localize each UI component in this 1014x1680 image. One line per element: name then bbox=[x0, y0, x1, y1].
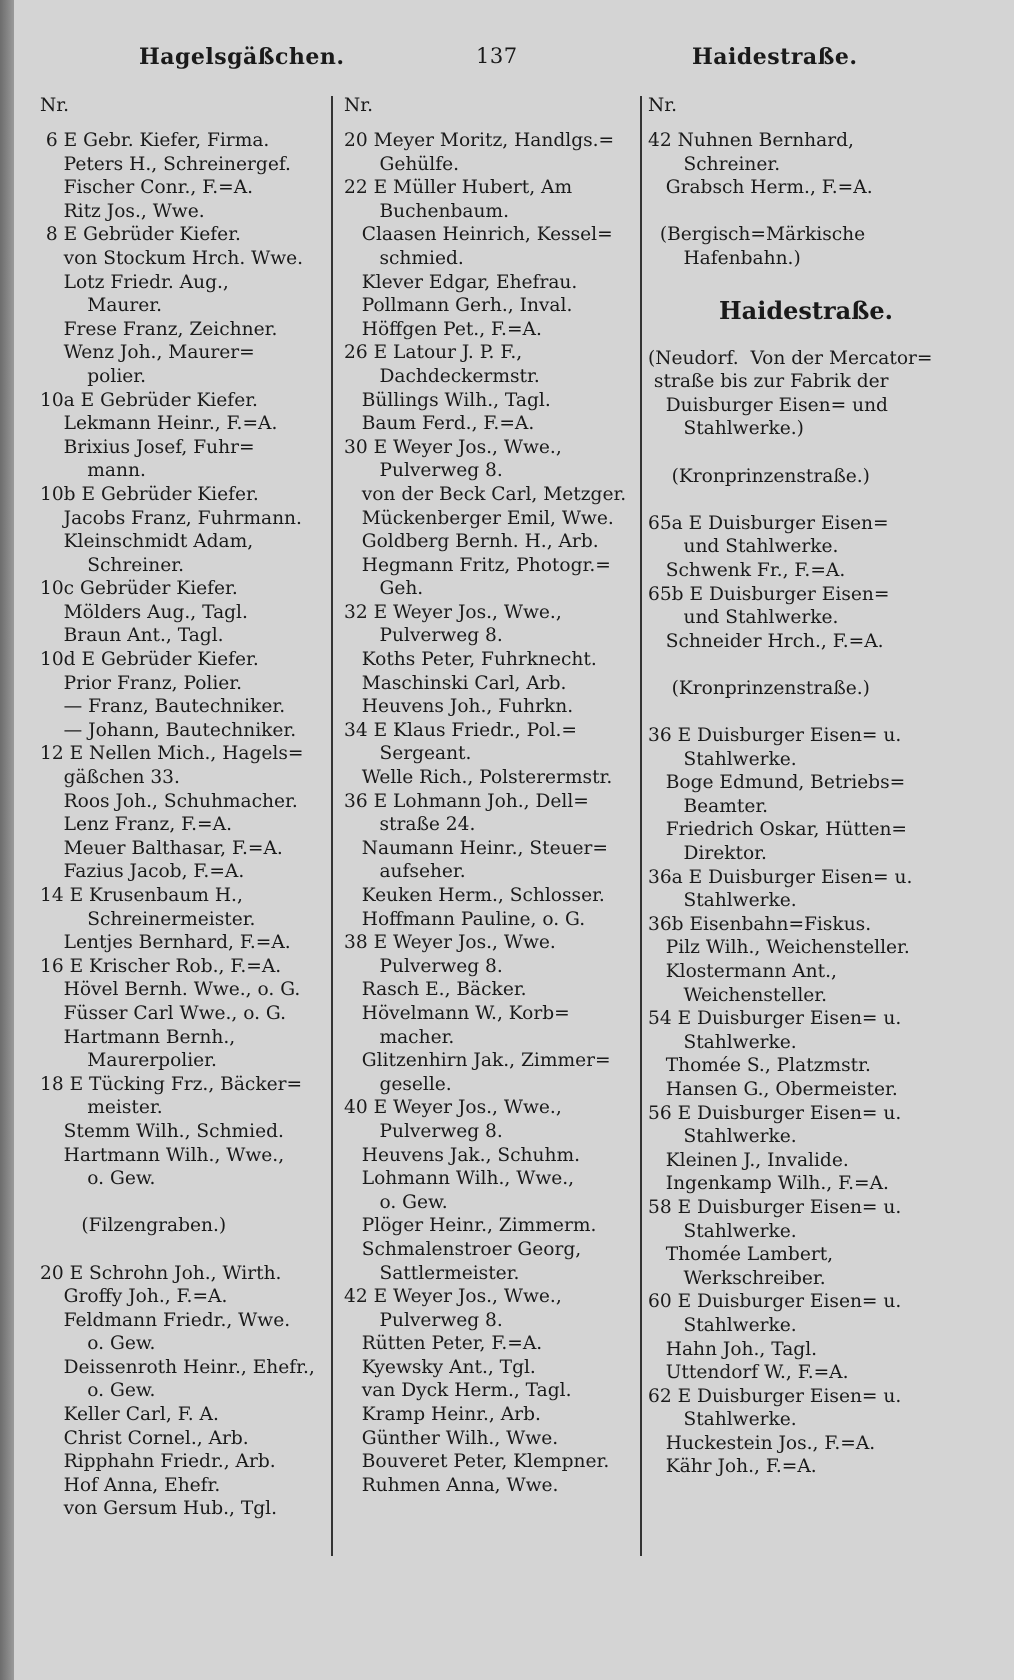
directory-entry-line: Rasch E., Bäcker. bbox=[344, 979, 527, 1001]
directory-entry-line bbox=[40, 1238, 342, 1262]
directory-entry-line: (Kronprinzenstraße.) bbox=[648, 465, 870, 487]
directory-entry-line: o. Gew. bbox=[40, 1168, 156, 1190]
directory-entry-line bbox=[648, 653, 964, 677]
directory-entry-line: 10b E Gebrüder Kiefer. bbox=[40, 483, 259, 505]
column-heading: Nr. bbox=[648, 95, 678, 116]
directory-entry-line: Hahn Joh., Tagl. bbox=[648, 1338, 818, 1360]
directory-entry-line: Stahlwerke. bbox=[648, 1126, 797, 1148]
directory-entry-line: Ritz Jos., Wwe. bbox=[40, 200, 205, 222]
directory-entry-line: Kleinschmidt Adam, bbox=[40, 531, 254, 553]
directory-entry-line: 32 E Weyer Jos., Wwe., bbox=[344, 601, 562, 623]
directory-entry-line: Ingenkamp Wilh., F.=A. bbox=[648, 1173, 889, 1195]
directory-entry-line: Hegmann Fritz, Photogr.= bbox=[344, 554, 611, 576]
directory-entry-line: von der Beck Carl, Metzger. bbox=[344, 483, 627, 505]
directory-entry-line: Keuken Herm., Schlosser. bbox=[344, 885, 605, 906]
directory-entry-line: Pulverweg 8. bbox=[344, 460, 503, 482]
directory-entry-line: Beamter. bbox=[648, 795, 769, 817]
directory-entry-line: Pulverweg 8. bbox=[344, 1120, 503, 1142]
directory-entry-line: Pollmann Gerh., Inval. bbox=[344, 295, 573, 317]
directory-entry-line: 36 E Duisburger Eisen= u. bbox=[648, 725, 902, 747]
directory-entry-line: Schreiner. bbox=[648, 153, 781, 175]
directory-entry-line: Koths Peter, Fuhrknecht. bbox=[344, 649, 597, 671]
directory-entry-line: Lohmann Wilh., Wwe., bbox=[344, 1168, 575, 1190]
page-number: 137 bbox=[476, 44, 518, 68]
directory-page bbox=[14, 0, 1014, 1680]
directory-entry-line: 12 E Nellen Mich., Hagels= bbox=[40, 743, 304, 765]
directory-entry-line: 54 E Duisburger Eisen= u. bbox=[648, 1008, 902, 1030]
directory-entry-line: — Franz, Bautechniker. bbox=[40, 696, 286, 718]
directory-entry-line: Deissenroth Heinr., Ehefr., bbox=[40, 1356, 315, 1378]
directory-entry-line: Ripphahn Friedr., Arb. bbox=[40, 1451, 276, 1473]
directory-entry-line: Lentjes Bernhard, F.=A. bbox=[40, 932, 291, 954]
directory-entry-line: aufseher. bbox=[344, 861, 466, 883]
address-column-3 bbox=[648, 94, 964, 1479]
directory-entry-line: 26 E Latour J. P. F., bbox=[344, 342, 523, 364]
directory-entry-line: 65b E Duisburger Eisen= bbox=[648, 583, 890, 605]
directory-entry-line bbox=[648, 700, 964, 724]
directory-entry-line: 10c Gebrüder Kiefer. bbox=[40, 578, 238, 600]
directory-entry-line: gäßchen 33. bbox=[40, 767, 180, 789]
running-header-right: Haidestraße. bbox=[692, 44, 858, 70]
directory-entry-line bbox=[648, 488, 964, 512]
directory-entry-line: meister. bbox=[40, 1097, 163, 1119]
directory-entry-line: 34 E Klaus Friedr., Pol.= bbox=[344, 719, 578, 741]
directory-entry-line: straße 24. bbox=[344, 814, 476, 836]
directory-entry-line: Füsser Carl Wwe., o. G. bbox=[40, 1002, 287, 1024]
running-header-left: Hagelsgäßchen. bbox=[139, 44, 345, 70]
directory-entry-line: Rütten Peter, F.=A. bbox=[344, 1333, 543, 1355]
directory-entry-line: Mölders Aug., Tagl. bbox=[40, 601, 248, 623]
directory-entry-line: Lekmann Heinr., F.=A. bbox=[40, 413, 278, 435]
directory-entry-line: Wenz Joh., Maurer= bbox=[40, 342, 255, 364]
directory-entry-line: Feldmann Friedr., Wwe. bbox=[40, 1309, 291, 1331]
directory-entry-line: Klostermann Ant., bbox=[648, 961, 837, 982]
directory-entry-line: Kramp Heinr., Arb. bbox=[344, 1404, 541, 1426]
directory-entry-line: Boge Edmund, Betriebs= bbox=[648, 772, 906, 794]
directory-entry-line: Hövel Bernh. Wwe., o. G. bbox=[40, 979, 301, 1001]
directory-entry-line: van Dyck Herm., Tagl. bbox=[344, 1380, 572, 1402]
directory-entry-line: Uttendorf W., F.=A. bbox=[648, 1362, 849, 1384]
directory-entry-line: 38 E Weyer Jos., Wwe. bbox=[344, 932, 556, 954]
directory-entry-line: Schwenk Fr., F.=A. bbox=[648, 559, 846, 581]
directory-entry-line: Naumann Heinr., Steuer= bbox=[344, 837, 609, 859]
directory-entry-line: o. Gew. bbox=[40, 1380, 156, 1402]
directory-entry-line: Claasen Heinrich, Kessel= bbox=[344, 224, 613, 246]
directory-entry-line: 36a E Duisburger Eisen= u. bbox=[648, 866, 913, 888]
directory-entry-line: Hafenbahn.) bbox=[648, 247, 801, 269]
directory-entry-line: 30 E Weyer Jos., Wwe., bbox=[344, 436, 562, 458]
directory-entry-line: Weichensteller. bbox=[648, 984, 828, 1006]
directory-entry-line: Pulverweg 8. bbox=[344, 1309, 503, 1331]
directory-entry-line: Schreinermeister. bbox=[40, 908, 256, 930]
directory-entry-line: Werkschreiber. bbox=[648, 1267, 826, 1289]
directory-entry-line: schmied. bbox=[344, 247, 464, 269]
directory-entry-line: macher. bbox=[344, 1026, 455, 1048]
directory-entry-line: Lotz Friedr. Aug., bbox=[40, 271, 229, 293]
directory-entry-line: Braun Ant., Tagl. bbox=[40, 625, 224, 647]
directory-entry-line: Pilz Wilh., Weichensteller. bbox=[648, 937, 910, 959]
directory-entry-line: 16 E Krischer Rob., F.=A. bbox=[40, 955, 282, 977]
directory-entry-line: Bouveret Peter, Klempner. bbox=[344, 1451, 610, 1473]
directory-entry-line: 60 E Duisburger Eisen= u. bbox=[648, 1291, 902, 1313]
directory-entry-line: Lenz Franz, F.=A. bbox=[40, 814, 232, 836]
directory-entry-line: Stahlwerke. bbox=[648, 890, 797, 912]
directory-entry-line: Meuer Balthasar, F.=A. bbox=[40, 837, 283, 859]
directory-entry-line: polier. bbox=[40, 365, 147, 387]
directory-entry-line: Christ Cornel., Arb. bbox=[40, 1427, 249, 1449]
directory-entry-line: Duisburger Eisen= und bbox=[648, 394, 888, 416]
directory-entry-line: 56 E Duisburger Eisen= u. bbox=[648, 1102, 902, 1124]
directory-entry-line: Frese Franz, Zeichner. bbox=[40, 318, 278, 340]
directory-entry-line: und Stahlwerke. bbox=[648, 607, 839, 629]
directory-entry-line: Pulverweg 8. bbox=[344, 625, 503, 647]
directory-entry-line: 65a E Duisburger Eisen= bbox=[648, 512, 889, 534]
directory-entry-line: Jacobs Franz, Fuhrmann. bbox=[40, 507, 302, 529]
directory-entry-line: Kleinen J., Invalide. bbox=[648, 1149, 849, 1171]
directory-entry-line: Pulverweg 8. bbox=[344, 955, 503, 977]
directory-entry-line: Dachdeckermstr. bbox=[344, 365, 540, 387]
directory-entry-line: Kyewsky Ant., Tgl. bbox=[344, 1356, 536, 1378]
directory-entry-line: Mückenberger Emil, Wwe. bbox=[344, 507, 614, 529]
section-title: Haidestraße. bbox=[718, 295, 894, 325]
directory-entry-line: 20 E Schrohn Joh., Wirth. bbox=[40, 1262, 282, 1284]
directory-entry-line: (Neudorf. Von der Mercator= bbox=[648, 347, 933, 369]
directory-entry-line: Ruhmen Anna, Wwe. bbox=[344, 1474, 559, 1496]
directory-entry-line: Sergeant. bbox=[344, 743, 472, 765]
directory-entry-line: 40 E Weyer Jos., Wwe., bbox=[344, 1097, 562, 1119]
directory-entry-line: Thomée Lambert, bbox=[648, 1244, 834, 1266]
directory-entry-line: Roos Joh., Schuhmacher. bbox=[40, 790, 298, 812]
directory-entry-line: Hoffmann Pauline, o. G. bbox=[344, 908, 586, 930]
directory-entry-line: von Gersum Hub., Tgl. bbox=[40, 1498, 278, 1520]
directory-entry-line: Goldberg Bernh. H., Arb. bbox=[344, 531, 599, 553]
directory-entry-line: Fazius Jacob, F.=A. bbox=[40, 861, 245, 883]
directory-entry-line: Heuvens Jak., Schuhm. bbox=[344, 1144, 581, 1166]
directory-entry-line: — Johann, Bautechniker. bbox=[40, 719, 297, 741]
directory-entry-line bbox=[648, 441, 964, 465]
directory-entry-line: Klever Edgar, Ehefrau. bbox=[344, 271, 578, 293]
directory-entry-line: Schmalenstroer Georg, bbox=[344, 1238, 582, 1260]
directory-entry-line bbox=[648, 200, 964, 224]
directory-entry-line: 58 E Duisburger Eisen= u. bbox=[648, 1196, 902, 1218]
directory-entry-line: Maurer. bbox=[40, 295, 163, 317]
directory-entry-line: Groffy Joh., F.=A. bbox=[40, 1286, 228, 1308]
directory-entry-line: o. Gew. bbox=[40, 1333, 156, 1355]
directory-entry-line: Buchenbaum. bbox=[344, 200, 509, 222]
directory-entry-line: Welle Rich., Polsterermstr. bbox=[344, 767, 613, 789]
directory-entry-line: Peters H., Schreinergef. bbox=[40, 153, 291, 175]
directory-entry-line: Hartmann Bernh., bbox=[40, 1026, 236, 1048]
directory-entry-line: Stahlwerke. bbox=[648, 1220, 797, 1242]
directory-entry-line: Thomée S., Platzmstr. bbox=[648, 1055, 871, 1077]
directory-entry-line: o. Gew. bbox=[344, 1191, 448, 1213]
directory-entry-line: und Stahlwerke. bbox=[648, 536, 839, 558]
directory-entry-line: Plöger Heinr., Zimmerm. bbox=[344, 1215, 597, 1237]
directory-entry-line: Huckestein Jos., F.=A. bbox=[648, 1432, 876, 1454]
directory-entry-line: Geh. bbox=[344, 578, 424, 600]
directory-entry-line: (Bergisch=Märkische bbox=[648, 224, 866, 246]
directory-entry-line: straße bis zur Fabrik der bbox=[648, 371, 889, 393]
directory-entry-line: Hansen G., Obermeister. bbox=[648, 1078, 898, 1100]
directory-entry-line: Höffgen Pet., F.=A. bbox=[344, 318, 542, 340]
directory-entry-line: Grabsch Herm., F.=A. bbox=[648, 177, 873, 199]
directory-entry-line: 42 E Weyer Jos., Wwe., bbox=[344, 1286, 562, 1308]
address-column-2 bbox=[344, 94, 646, 1497]
directory-entry-line: 22 E Müller Hubert, Am bbox=[344, 177, 573, 199]
directory-entry-line: Sattlermeister. bbox=[344, 1262, 520, 1284]
directory-entry-line: Kähr Joh., F.=A. bbox=[648, 1456, 817, 1478]
directory-entry-line: Hof Anna, Ehefr. bbox=[40, 1474, 221, 1496]
directory-entry-line: (Kronprinzenstraße.) bbox=[648, 677, 870, 699]
directory-entry-line: 6 E Gebr. Kiefer, Firma. bbox=[40, 130, 270, 151]
directory-entry-line: Friedrich Oskar, Hütten= bbox=[648, 819, 908, 841]
directory-entry-line: Stahlwerke. bbox=[648, 748, 797, 770]
address-column-1 bbox=[40, 94, 342, 1521]
directory-entry-line: Stahlwerke. bbox=[648, 1031, 797, 1053]
directory-entry-line: 10a E Gebrüder Kiefer. bbox=[40, 389, 258, 411]
book-binding-edge bbox=[0, 0, 14, 1680]
directory-entry-line: 8 E Gebrüder Kiefer. bbox=[40, 224, 241, 246]
directory-entry-line: 10d E Gebrüder Kiefer. bbox=[40, 649, 259, 671]
directory-entry-line: 62 E Duisburger Eisen= u. bbox=[648, 1385, 902, 1407]
directory-entry-line: 42 Nuhnen Bernhard, bbox=[648, 130, 854, 151]
directory-entry-line: Hövelmann W., Korb= bbox=[344, 1002, 570, 1024]
directory-entry-line: Keller Carl, F. A. bbox=[40, 1404, 219, 1426]
directory-entry-line: Fischer Conr., F.=A. bbox=[40, 177, 254, 199]
directory-entry-line: Prior Franz, Polier. bbox=[40, 672, 243, 694]
directory-entry-line: Günther Wilh., Wwe. bbox=[344, 1427, 559, 1449]
directory-entry-line: Direktor. bbox=[648, 843, 767, 865]
directory-entry-line: Heuvens Joh., Fuhrkn. bbox=[344, 696, 574, 718]
directory-entry-line: mann. bbox=[40, 460, 146, 482]
column-heading: Nr. bbox=[344, 95, 374, 116]
directory-entry-line: 20 Meyer Moritz, Handlgs.= bbox=[344, 130, 615, 151]
directory-entry-line: Büllings Wilh., Tagl. bbox=[344, 389, 551, 411]
directory-entry-line: Stahlwerke. bbox=[648, 1409, 797, 1431]
directory-entry-line: 36 E Lohmann Joh., Dell= bbox=[344, 790, 589, 812]
directory-entry-line: Maschinski Carl, Arb. bbox=[344, 672, 567, 694]
directory-entry-line: Stemm Wilh., Schmied. bbox=[40, 1120, 284, 1142]
directory-entry-line: Baum Ferd., F.=A. bbox=[344, 413, 535, 435]
directory-entry-line: 36b Eisenbahn=Fiskus. bbox=[648, 913, 872, 935]
directory-entry-line bbox=[40, 1191, 342, 1215]
directory-entry-line: (Filzengraben.) bbox=[40, 1215, 227, 1237]
directory-entry-line: Hartmann Wilh., Wwe., bbox=[40, 1144, 285, 1166]
directory-entry-line: geselle. bbox=[344, 1073, 452, 1095]
directory-entry-line: Schreiner. bbox=[40, 554, 184, 576]
directory-entry-line: 14 E Krusenbaum H., bbox=[40, 885, 243, 906]
directory-entry-line: Schneider Hrch., F.=A. bbox=[648, 630, 884, 652]
directory-entry-line: von Stockum Hrch. Wwe. bbox=[40, 247, 304, 269]
directory-entry-line: 18 E Tücking Frz., Bäcker= bbox=[40, 1073, 303, 1095]
directory-entry-line: Gehülfe. bbox=[344, 153, 460, 175]
directory-entry-line: Stahlwerke.) bbox=[648, 418, 804, 440]
directory-entry-line: Brixius Josef, Fuhr= bbox=[40, 436, 255, 458]
directory-entry-line: Stahlwerke. bbox=[648, 1314, 797, 1336]
column-heading: Nr. bbox=[40, 95, 70, 116]
directory-entry-line: Glitzenhirn Jak., Zimmer= bbox=[344, 1050, 611, 1072]
directory-entry-line: Maurerpolier. bbox=[40, 1050, 217, 1072]
